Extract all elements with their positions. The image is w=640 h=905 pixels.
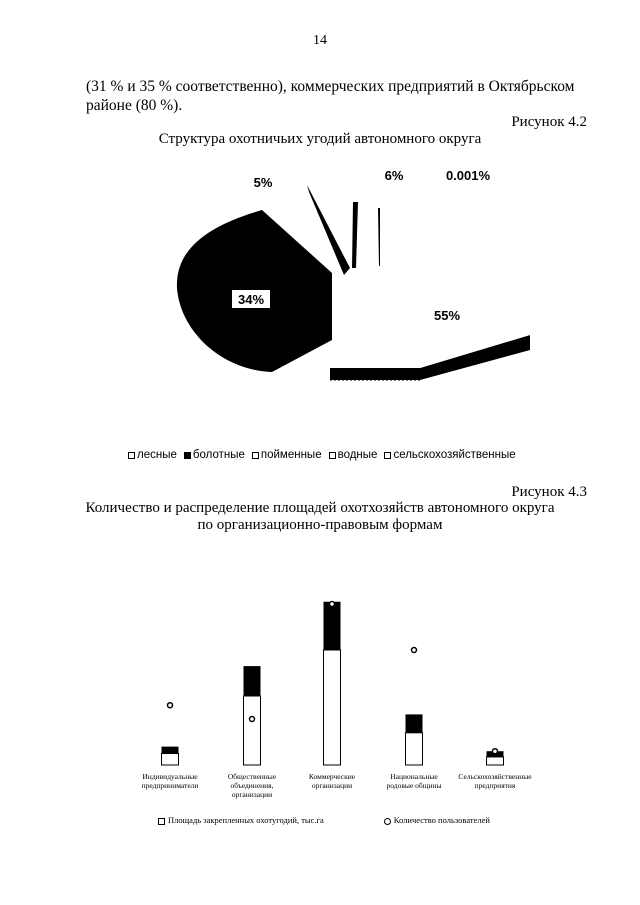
- pie-label-bolotnye: 34%: [237, 292, 265, 307]
- count-marker: [493, 749, 498, 754]
- legend-swatch: [128, 452, 135, 459]
- legend-swatch: [329, 452, 336, 459]
- count-marker: [250, 717, 255, 722]
- bar-lower-segment: [244, 696, 261, 765]
- pie-label-lesnye: 55%: [433, 308, 461, 323]
- pie-label-vodnye: 6%: [384, 168, 404, 183]
- legend-item-vodnye: водные: [329, 449, 378, 461]
- pie-label-poimennye: 5%: [253, 175, 273, 190]
- legend-swatch: [184, 452, 191, 459]
- pie-legend: [128, 449, 516, 461]
- bar-upper-segment: [406, 714, 423, 732]
- category-label: Коммерческие организации: [308, 772, 356, 790]
- legend-swatch: [252, 452, 259, 459]
- pie-chart: [0, 150, 640, 440]
- figure-4-2-title: Структура охотничьих угодий автономного округа: [158, 131, 482, 147]
- bar-lower-segment: [324, 650, 341, 765]
- bar-upper-segment: [324, 602, 341, 650]
- legend-item-poimennye: пойменные: [252, 449, 322, 461]
- legend-item-count: Количество пользователей: [384, 815, 490, 825]
- bar-upper-segment: [162, 747, 179, 754]
- figure-4-2-caption: Рисунок 4.2: [511, 114, 587, 130]
- figure-4-3-caption: Рисунок 4.3: [511, 484, 587, 500]
- count-marker: [412, 648, 417, 653]
- legend-item-bolotnye: болотные: [184, 449, 245, 461]
- figure-4-3-title-line1: Количество и распределение площадей охотхозяйств автономного округа: [85, 500, 555, 516]
- bar-lower-segment: [406, 733, 423, 765]
- legend-item-area: Площадь закрепленных охотугодий, тыс.га: [158, 815, 324, 825]
- category-label: Индивидуальные предприниматели: [141, 772, 199, 790]
- body-paragraph: (31 % и 35 % соответственно), коммерческих предприятий в Октябрьском районе (80 %).: [86, 78, 575, 114]
- bar-legend: [158, 815, 490, 825]
- category-label: Национальные родовые общины: [386, 772, 442, 790]
- category-label: Сельскохозяйственные предприятия: [458, 772, 532, 790]
- bar-group: [162, 602, 504, 766]
- bar-chart: [0, 560, 640, 810]
- pie-slice-vodnye: [352, 202, 358, 268]
- category-labels: [142, 772, 533, 799]
- legend-item-lesnye: лесные: [128, 449, 177, 461]
- bar-lower-segment: [162, 754, 179, 766]
- pie-slice-selsko: [378, 208, 380, 266]
- pie-label-selsko: 0.001%: [445, 168, 491, 183]
- legend-swatch: [384, 452, 391, 459]
- category-label: Общественные объединения, организации: [227, 772, 277, 799]
- bar-upper-segment: [244, 666, 261, 696]
- count-marker: [168, 703, 173, 708]
- figure-4-3-title-line2: по организационно-правовым формам: [197, 517, 443, 533]
- page-number: 14: [313, 33, 327, 48]
- legend-item-selsko: сельскохозяйственные: [384, 449, 515, 461]
- bar-lower-segment: [487, 757, 504, 765]
- count-marker: [330, 602, 335, 607]
- legend-swatch: [158, 818, 165, 825]
- ring-icon: [384, 818, 391, 825]
